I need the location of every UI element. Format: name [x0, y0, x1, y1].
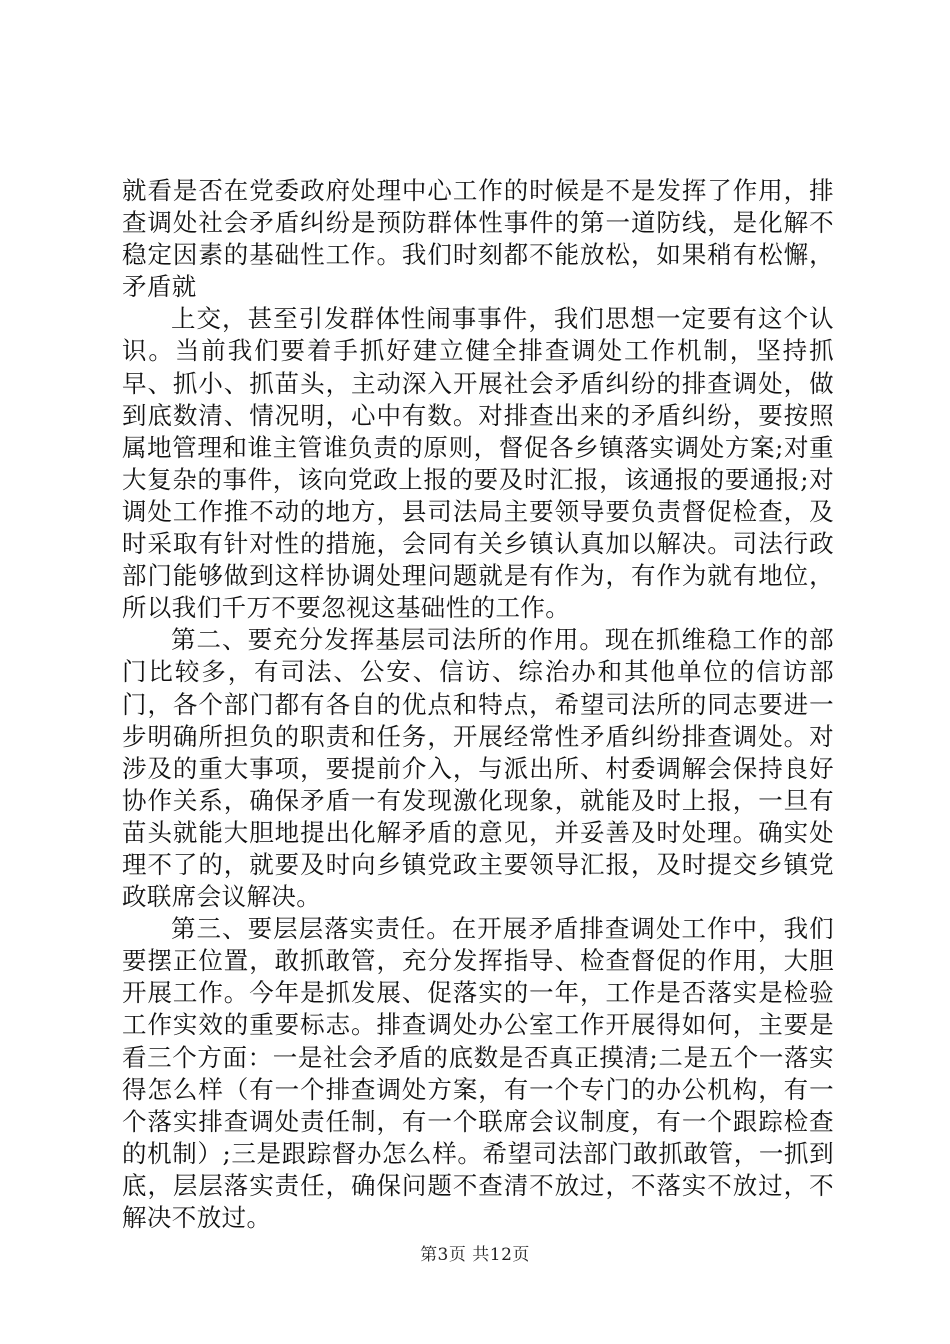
paragraph-4: 第三、要层层落实责任。在开展矛盾排查调处工作中，我们要摆正位置，敢抓敢管，充分发挥指导、检查督促的作用，大胆开展工作。今年是抓发展、促落实的一年，工作是否落实是检验工作实效的重要标志。排查调处办公室工作开展得如何，主要是看三个方面：一是社会矛盾的底数是否真正摸清;二是五个一落实得怎么样（有一个排查调处方案，有一个专门的办公机构，有一个落实排查调处责任制，有一个联席会议制度，有一个跟踪检查的机制）;三是跟踪督办怎么样。希望司法部门敢抓敢管，一抓到底，层层落实责任，确保问题不查清不放过，不落实不放过，不解决不放过。 — [122, 914, 834, 1232]
document-body — [122, 175, 834, 1234]
paragraph-1: 就看是否在党委政府处理中心工作的时候是不是发挥了作用，排查调处社会矛盾纠纷是预防群体性事件的第一道防线，是化解不稳定因素的基础性工作。我们时刻都不能放松，如果稍有松懈，矛盾就 — [122, 176, 834, 302]
paragraph-3: 第二、要充分发挥基层司法所的作用。现在抓维稳工作的部门比较多，有司法、公安、信访、综治办和其他单位的信访部门，各个部门都有各自的优点和特点，希望司法所的同志要进一步明确所担负的职责和任务，开展经常性矛盾纠纷排查调处。对涉及的重大事项，要提前介入，与派出所、村委调解会保持良好协作关系，确保矛盾一有发现激化现象，就能及时上报，一旦有苗头就能大胆地提出化解矛盾的意见，并妥善及时处理。确实处理不了的，就要及时向乡镇党政主要领导汇报，及时提交乡镇党政联席会议解决。 — [122, 625, 834, 912]
paragraph-2: 上交，甚至引发群体性闹事事件，我们思想一定要有这个认识。当前我们要着手抓好建立健全排查调处工作机制，坚持抓早、抓小、抓苗头，主动深入开展社会矛盾纠纷的排查调处，做到底数清、情况明，心中有数。对排查出来的矛盾纠纷，要按照属地管理和谁主管谁负责的原则，督促各乡镇落实调处方案;对重大复杂的事件，该向党政上报的要及时汇报，该通报的要通报;对调处工作推不动的地方，县司法局主要领导要负责督促检查，及时采取有针对性的措施，会同有关乡镇认真加以解决。司法行政部门能够做到这样协调处理问题就是有作为，有作为就有地位，所以我们千万不要忽视这基础性的工作。 — [122, 304, 834, 623]
page-number-footer: 第3页 共12页 — [420, 1245, 530, 1265]
